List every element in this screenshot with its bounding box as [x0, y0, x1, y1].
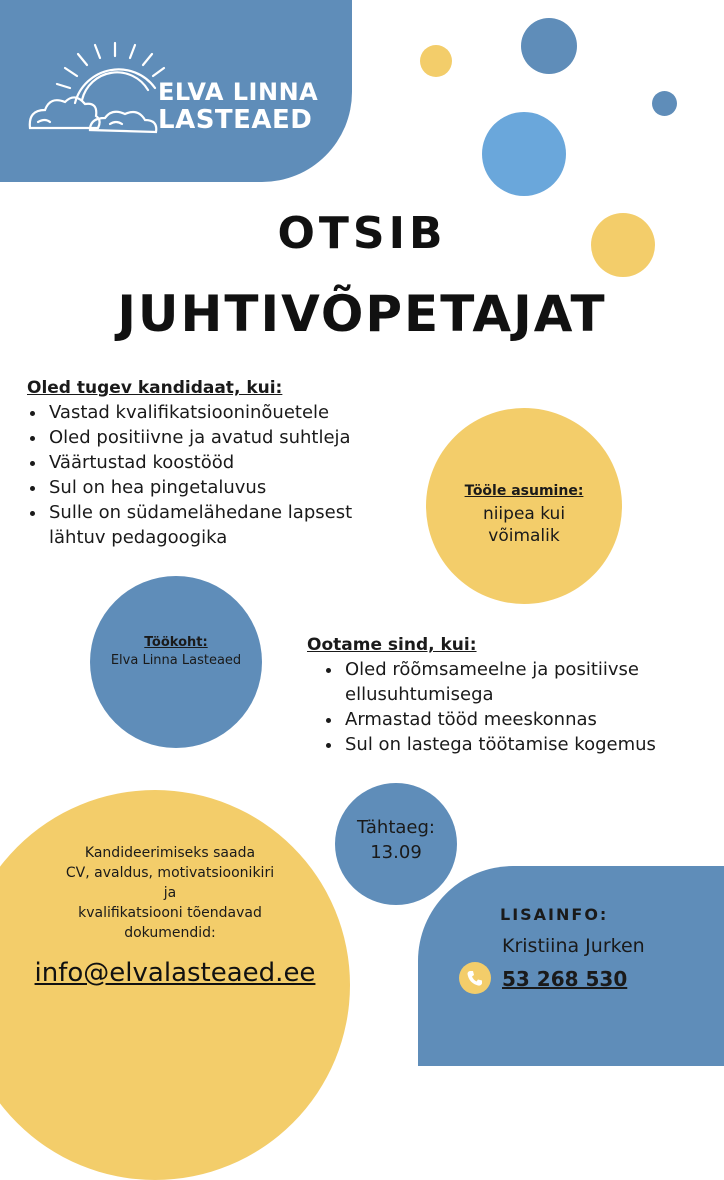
workplace-label: Töökoht: — [144, 635, 208, 650]
apply-info — [20, 843, 320, 943]
contact-phone[interactable]: 53 268 530 — [502, 967, 628, 991]
dot-blue-top — [521, 18, 577, 74]
logo-line2: LASTEAED — [158, 105, 313, 135]
list-item: • Oled positiivne ja avatud suhtleja — [47, 425, 407, 450]
expect-title: Ootame sind, kui: — [307, 635, 477, 655]
list-item: • Väärtustad koostööd — [47, 450, 407, 475]
workplace-value: Elva Linna Lasteaed — [110, 653, 242, 668]
deadline-label: Tähtaeg: — [357, 817, 435, 838]
workplace-info — [80, 635, 272, 668]
apply-line5: dokumendid: — [124, 925, 216, 941]
strong-candidate-section — [27, 378, 407, 550]
start-label: Tööle asumine: — [464, 483, 584, 499]
dot-yellow-small — [420, 45, 452, 77]
list-item: • Sul on lastega töötamise kogemus — [343, 732, 717, 757]
deadline-info — [335, 817, 457, 863]
email-link[interactable]: info@elvalasteaed.ee — [34, 958, 316, 988]
start-value-line2: võimalik — [488, 526, 560, 546]
headline-line2: JUHTIVÕPETAJAT — [117, 285, 607, 343]
list-item: • Armastad tööd meeskonnas — [343, 707, 717, 732]
expect-section — [307, 635, 717, 757]
list-item: • Sul on hea pingetaluvus — [47, 475, 407, 500]
dot-blue-tiny — [652, 91, 677, 116]
expect-list — [307, 657, 717, 757]
start-value-line1: niipea kui — [482, 504, 566, 524]
list-item: • Vastad kvalifikatsiooninõuetele — [47, 400, 407, 425]
apply-line2: CV, avaldus, motivatsioonikiri — [65, 865, 275, 881]
start-info — [426, 483, 622, 546]
contact-name: Kristiina Jurken — [502, 935, 645, 957]
deadline-date: 13.09 — [370, 842, 422, 863]
headline-line1: OTSIB — [277, 208, 447, 259]
apply-line1: Kandideerimiseks saada — [84, 845, 256, 861]
list-item: • Oled rõõmsameelne ja positiivse ellusuhtumisega — [343, 657, 717, 707]
contact-title: LISAINFO: — [500, 905, 609, 924]
strong-candidate-list — [27, 400, 407, 550]
apply-line3: ja — [163, 885, 177, 901]
logo-line1: ELVA LINNA — [158, 78, 319, 106]
email-wrapper — [0, 958, 350, 988]
phone-icon — [459, 962, 491, 994]
logo-text — [158, 78, 318, 134]
dot-lightblue — [482, 112, 566, 196]
strong-candidate-title: Oled tugev kandidaat, kui: — [27, 378, 283, 398]
list-item: • Sulle on südamelähedane lapsest lähtuv pedagoogika — [47, 500, 407, 550]
apply-line4: kvalifikatsiooni tõendavad — [78, 905, 262, 921]
